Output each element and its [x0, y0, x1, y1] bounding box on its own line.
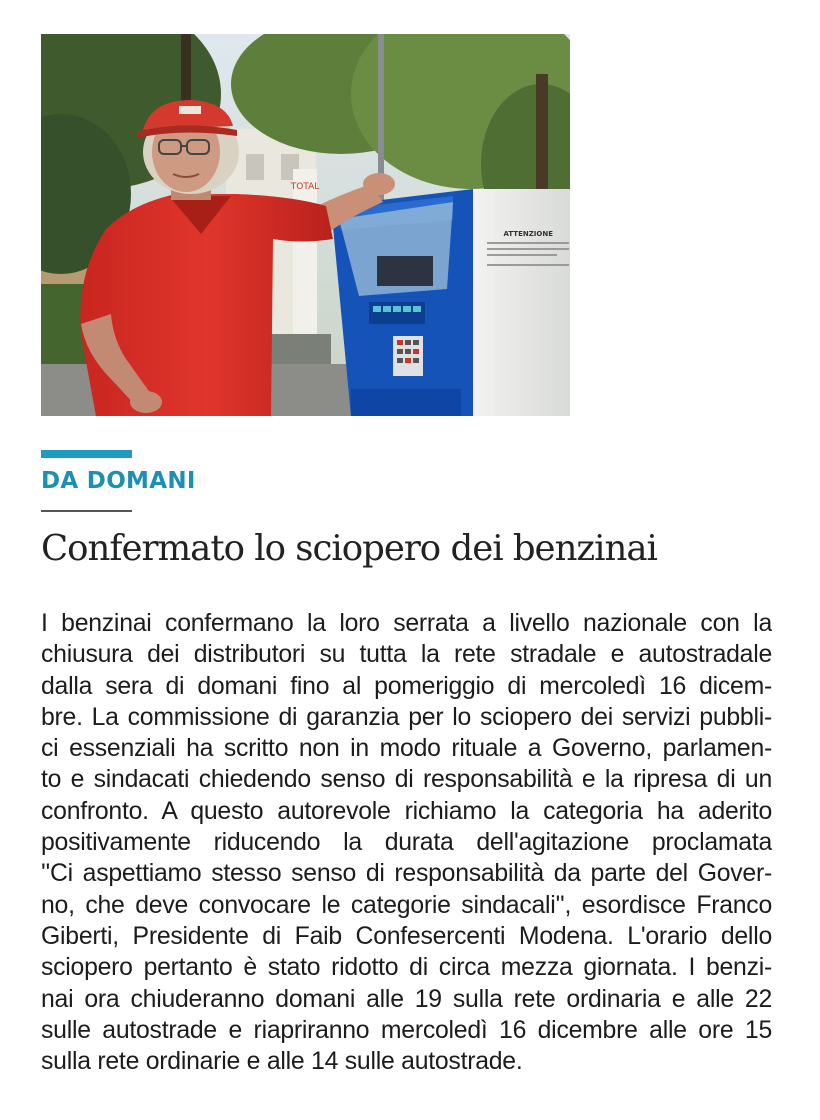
- photo-illustration: [41, 34, 570, 416]
- kicker-rule: [41, 510, 132, 512]
- article-headline: Confermato lo sciopero dei benzinai: [41, 528, 657, 569]
- body-line: no, che deve convocare le categorie sindacali'', esordisce Franco: [41, 891, 772, 919]
- body-line: sciopero pertanto è stato ridotto di circa mezza giornata. I benzi-: [41, 954, 772, 982]
- brand-sign-text: TOTAL: [290, 182, 320, 192]
- body-line: bre. La commissione di garanzia per lo sciopero dei servizi pubbli-: [41, 703, 772, 731]
- body-line: Giberti, Presidente di Faib Confesercenti Modena. L'orario dello: [41, 922, 772, 950]
- body-line: ''Ci aspettiamo stesso senso di responsabilità da parte del Gover-: [41, 860, 772, 888]
- body-line: positivamente riducendo la durata dell'agitazione proclamata: [41, 829, 772, 857]
- body-line: sulla rete ordinarie e alle 14 sulle autostrade.: [41, 1048, 523, 1076]
- body-line: chiusura dei distributori su tutta la rete stradale e autostradale: [41, 641, 772, 669]
- body-line: sulle autostrade e riapriranno mercoledì 16 dicembre alle ore 15: [41, 1016, 772, 1044]
- article-photo: [41, 34, 570, 416]
- body-line: I benzinai confermano la loro serrata a livello nazionale con la: [41, 610, 772, 637]
- kiosk-sign-heading: ATTENZIONE: [503, 230, 553, 238]
- body-line: to e sindacati chiedendo senso di responsabilità e la ripresa di un: [41, 766, 772, 794]
- section-kicker: DA DOMANI: [41, 468, 196, 494]
- kicker-accent-bar: [41, 450, 132, 458]
- body-line: confronto. A questo autorevole richiamo la categoria ha aderito: [41, 797, 772, 825]
- article-body: [41, 608, 772, 1077]
- body-line: nai ora chiuderanno domani alle 19 sulla rete ordinaria e alle 22: [41, 985, 772, 1013]
- body-line: ci essenziali ha scritto non in modo rituale a Governo, parlamen-: [41, 735, 772, 763]
- body-line: dalla sera di domani fino al pomeriggio di mercoledì 16 dicem-: [41, 672, 772, 700]
